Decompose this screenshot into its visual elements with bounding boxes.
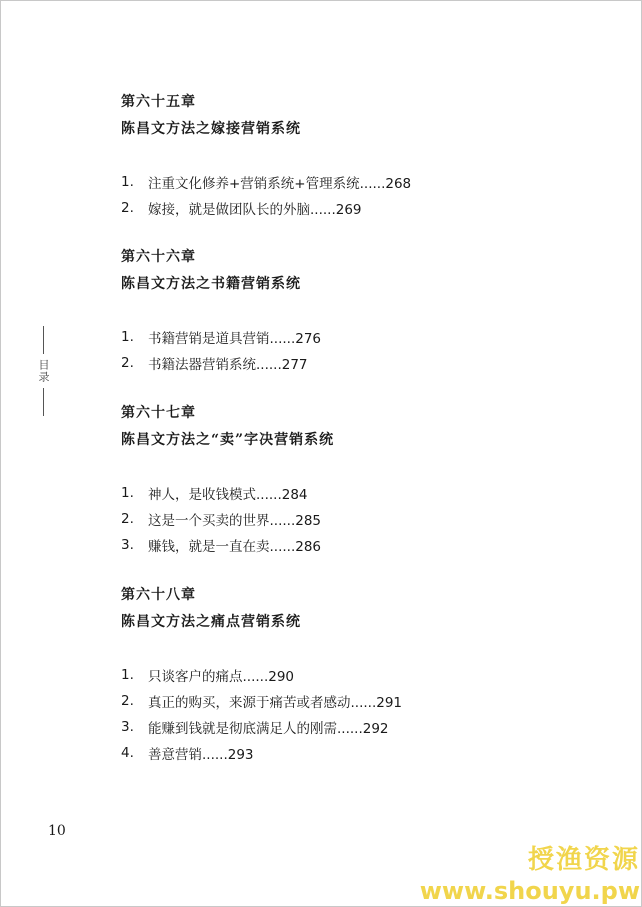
toc-entry-number: 1. xyxy=(121,485,134,501)
toc-entry[interactable] xyxy=(121,480,334,506)
toc-entry-text: 赚钱，就是一直在卖......286 xyxy=(148,539,322,555)
toc-entry[interactable] xyxy=(121,506,334,532)
toc-entry[interactable] xyxy=(121,169,411,195)
toc-entry-number: 2. xyxy=(121,355,134,371)
toc-entry-text: 这是一个买卖的世界......285 xyxy=(148,513,322,529)
watermark-url: www.shouyu.pw xyxy=(419,877,640,905)
toc-entry-text: 能赚到钱就是彻底满足人的刚需......292 xyxy=(148,721,389,737)
side-toc-text: 目录 xyxy=(37,359,50,383)
toc-entry-text: 善意营销......293 xyxy=(148,747,254,763)
watermark-title: 授渔资源 xyxy=(527,845,640,875)
toc-entry[interactable] xyxy=(121,195,411,221)
side-line-bottom xyxy=(43,388,44,416)
chapter-68 xyxy=(121,585,402,766)
chapter-items xyxy=(121,480,334,558)
toc-entry-text: 书籍营销是道具营销......276 xyxy=(148,331,322,347)
chapter-65 xyxy=(121,92,411,221)
chapter-items xyxy=(121,169,411,221)
toc-entry-number: 3. xyxy=(121,537,134,553)
chapter-items xyxy=(121,662,402,766)
toc-entry-number: 2. xyxy=(121,200,134,216)
toc-entry-text: 嫁接，就是做团队长的外脑......269 xyxy=(148,202,362,218)
chapter-number: 第六十八章 xyxy=(121,587,196,603)
chapter-66 xyxy=(121,247,321,376)
chapter-items xyxy=(121,324,321,376)
chapter-title: 陈昌文方法之痛点营销系统 xyxy=(121,614,301,630)
toc-entry-text: 书籍法器营销系统......277 xyxy=(148,357,308,373)
chapter-67 xyxy=(121,403,334,558)
toc-entry-text: 真正的购买，来源于痛苦或者感动......291 xyxy=(148,695,403,711)
toc-entry-number: 2. xyxy=(121,511,134,527)
side-line-top xyxy=(43,326,44,354)
toc-entry[interactable] xyxy=(121,532,334,558)
toc-entry[interactable] xyxy=(121,714,402,740)
side-toc-label xyxy=(33,326,53,416)
toc-entry-number: 1. xyxy=(121,667,134,683)
chapter-number: 第六十六章 xyxy=(121,249,196,265)
toc-entry-text: 注重文化修养+营销系统+管理系统......268 xyxy=(148,176,412,192)
toc-entry[interactable] xyxy=(121,662,402,688)
toc-entry-number: 2. xyxy=(121,693,134,709)
page-number: 10 xyxy=(48,823,66,839)
chapter-title: 陈昌文方法之嫁接营销系统 xyxy=(121,121,301,137)
chapter-title: 陈昌文方法之“卖”字决营销系统 xyxy=(121,432,335,448)
toc-entry-number: 1. xyxy=(121,174,134,190)
toc-entry-text: 神人，是收钱模式......284 xyxy=(148,487,308,503)
chapter-number: 第六十七章 xyxy=(121,405,196,421)
toc-entry[interactable] xyxy=(121,350,321,376)
toc-entry-number: 4. xyxy=(121,745,134,761)
toc-entry-number: 3. xyxy=(121,719,134,735)
toc-entry[interactable] xyxy=(121,740,402,766)
toc-entry[interactable] xyxy=(121,324,321,350)
chapter-title: 陈昌文方法之书籍营销系统 xyxy=(121,276,301,292)
toc-entry-text: 只谈客户的痛点......290 xyxy=(148,669,295,685)
watermark xyxy=(420,847,640,903)
toc-entry[interactable] xyxy=(121,688,402,714)
toc-entry-number: 1. xyxy=(121,329,134,345)
chapter-number: 第六十五章 xyxy=(121,94,196,110)
